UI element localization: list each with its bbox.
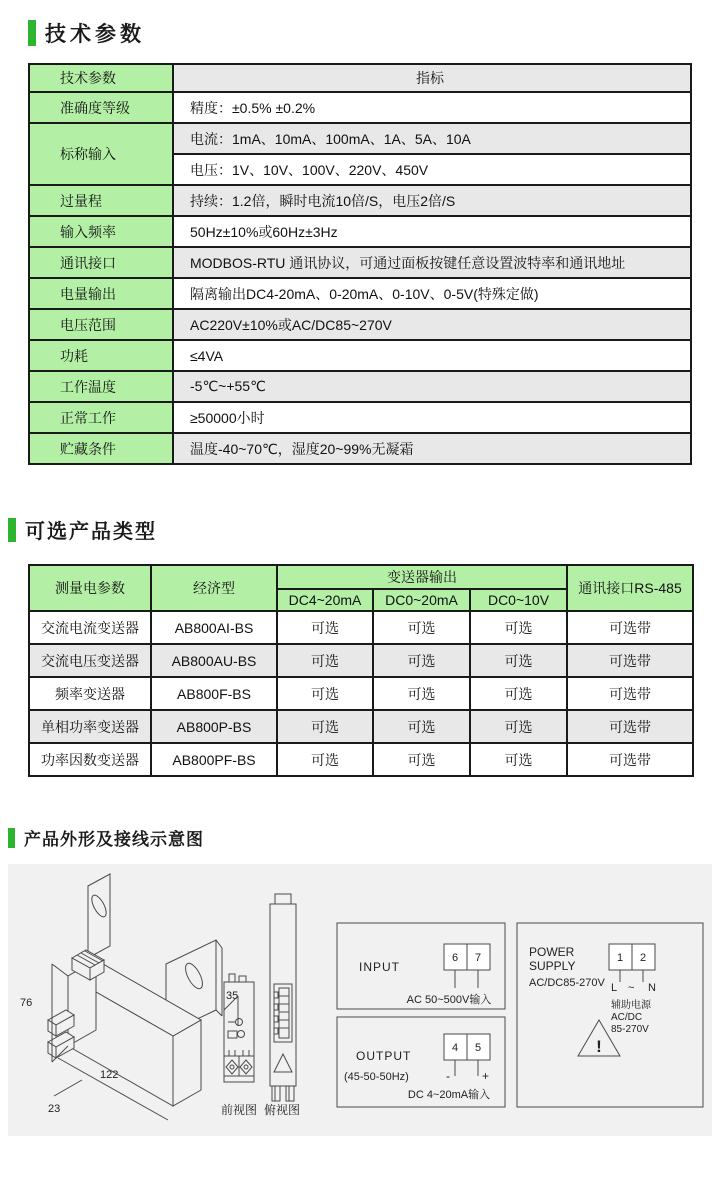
output-terminal-5: 5 <box>474 1042 482 1054</box>
spec-header-row <box>29 64 691 92</box>
power-aux-line2: AC/DC <box>611 1012 643 1023</box>
product-row <box>29 743 693 776</box>
spec-label: 贮藏条件 <box>29 433 173 464</box>
power-label-n: N <box>648 982 656 994</box>
product-option: 可选 <box>470 644 567 677</box>
col-header-measured-param: 测量电参数 <box>29 565 151 611</box>
product-model: AB800PF-BS <box>151 743 277 776</box>
product-comm-option: 可选带 <box>567 611 693 644</box>
input-terminal-6: 6 <box>451 952 459 964</box>
spec-label: 电量输出 <box>29 278 173 309</box>
spec-row-work-temp <box>29 371 691 402</box>
col-header-comm-rs485: 通讯接口RS-485 <box>567 565 693 611</box>
spec-label: 过量程 <box>29 185 173 216</box>
power-title-line1: POWER <box>529 945 575 959</box>
spec-header-value: 指标 <box>173 64 691 92</box>
spec-row-storage <box>29 433 691 464</box>
product-name: 交流电压变送器 <box>29 644 151 677</box>
product-name: 交流电流变送器 <box>29 611 151 644</box>
green-accent-bar <box>8 518 16 542</box>
power-title-line2: SUPPLY <box>529 959 576 973</box>
spec-table <box>28 63 692 465</box>
product-comm-option: 可选带 <box>567 677 693 710</box>
output-title: OUTPUT <box>356 1049 412 1063</box>
section-title-tech-params <box>28 18 720 48</box>
product-option: 可选 <box>373 677 470 710</box>
dim-height-label: 76 <box>20 997 33 1009</box>
spec-value: ≥50000小时 <box>173 402 691 433</box>
spec-label: 工作温度 <box>29 371 173 402</box>
product-row <box>29 611 693 644</box>
dim-rail-label: 35 <box>226 990 239 1002</box>
product-name: 单相功率变送器 <box>29 710 151 743</box>
product-comm-option: 可选带 <box>567 743 693 776</box>
product-model: AB800P-BS <box>151 710 277 743</box>
section-title-product-types <box>8 515 720 544</box>
spec-label: 准确度等级 <box>29 92 173 123</box>
product-header-row-1 <box>29 565 693 589</box>
product-option: 可选 <box>373 611 470 644</box>
spec-row-comm <box>29 247 691 278</box>
power-label-l: L <box>611 982 618 994</box>
product-option: 可选 <box>277 611 373 644</box>
spec-header-param: 技术参数 <box>29 64 173 92</box>
diagram-panel <box>8 864 712 1136</box>
top-view-label: 俯视图 <box>264 1103 301 1117</box>
section-title-text: 可选产品类型 <box>25 521 157 543</box>
product-option: 可选 <box>277 677 373 710</box>
output-caption: DC 4~20mA输入 <box>407 1089 491 1101</box>
col-header-economy: 经济型 <box>151 565 277 611</box>
product-option: 可选 <box>277 644 373 677</box>
spec-value: 50Hz±10%或60Hz±3Hz <box>173 216 691 247</box>
power-title-line3: AC/DC85-270V <box>529 977 605 989</box>
green-accent-bar <box>8 828 15 848</box>
product-option: 可选 <box>470 677 567 710</box>
spec-label: 输入频率 <box>29 216 173 247</box>
dim-width-label: 23 <box>48 1103 61 1115</box>
spec-value: 持续：1.2倍，瞬时电流10倍/S，电压2倍/S <box>173 185 691 216</box>
product-option: 可选 <box>277 743 373 776</box>
spec-value: 温度-40~70℃，湿度20~99%无凝霜 <box>173 433 691 464</box>
spec-value: MODBOS-RTU 通讯协议，可通过面板按键任意设置波特率和通讯地址 <box>173 247 691 278</box>
spec-row-electric-output <box>29 278 691 309</box>
product-model: AB800AI-BS <box>151 611 277 644</box>
col-header-transmitter-output: 变送器输出 <box>277 565 567 589</box>
product-row <box>29 644 693 677</box>
product-option: 可选 <box>470 743 567 776</box>
input-terminal-7: 7 <box>474 952 482 964</box>
power-aux-line3: 85-270V <box>611 1024 649 1035</box>
product-option: 可选 <box>470 611 567 644</box>
product-name: 功率因数变送器 <box>29 743 151 776</box>
power-label-tilde: ~ <box>628 982 635 994</box>
isometric-device-drawing <box>48 874 222 1120</box>
product-name: 频率变送器 <box>29 677 151 710</box>
warning-exclamation: ! <box>596 1037 602 1056</box>
product-option: 可选 <box>277 710 373 743</box>
product-model: AB800F-BS <box>151 677 277 710</box>
spec-label: 标称输入 <box>29 123 173 185</box>
top-view-drawing <box>270 894 296 1101</box>
output-terminal-4: 4 <box>451 1042 459 1054</box>
green-accent-bar <box>28 20 36 46</box>
spec-value: ≤4VA <box>173 340 691 371</box>
product-option: 可选 <box>373 743 470 776</box>
product-comm-option: 可选带 <box>567 710 693 743</box>
spec-row-frequency <box>29 216 691 247</box>
spec-label: 正常工作 <box>29 402 173 433</box>
product-comm-option: 可选带 <box>567 644 693 677</box>
product-types-table <box>28 564 694 777</box>
product-option: 可选 <box>470 710 567 743</box>
col-subheader-dc0-10v: DC0~10V <box>470 589 567 611</box>
spec-row-overrange <box>29 185 691 216</box>
product-model: AB800AU-BS <box>151 644 277 677</box>
product-row <box>29 677 693 710</box>
spec-value: 精度：±0.5% ±0.2% <box>173 92 691 123</box>
output-minus-sign: - <box>446 1069 450 1083</box>
section-title-text: 产品外形及接线示意图 <box>24 830 204 849</box>
col-subheader-dc4-20ma: DC4~20mA <box>277 589 373 611</box>
power-terminal-2: 2 <box>639 952 647 964</box>
spec-row-nominal-current <box>29 123 691 154</box>
power-aux-line1: 辅助电源 <box>611 1000 651 1011</box>
spec-value: 隔离输出DC4-20mA、0-20mA、0-10V、0-5V(特殊定做) <box>173 278 691 309</box>
section-title-diagram <box>8 825 720 850</box>
spec-row-voltage-range <box>29 309 691 340</box>
spec-row-accuracy <box>29 92 691 123</box>
spec-label: 功耗 <box>29 340 173 371</box>
product-row <box>29 710 693 743</box>
spec-row-power-consumption <box>29 340 691 371</box>
spec-value: 电流：1mA、10mA、100mA、1A、5A、10A <box>173 123 691 154</box>
output-plus-sign: + <box>482 1069 490 1083</box>
spec-row-work-life <box>29 402 691 433</box>
spec-label: 电压范围 <box>29 309 173 340</box>
wiring-diagram-svg <box>8 864 712 1136</box>
spec-value: 电压：1V、10V、100V、220V、450V <box>173 154 691 185</box>
input-title: INPUT <box>359 960 400 974</box>
spec-value: AC220V±10%或AC/DC85~270V <box>173 309 691 340</box>
product-option: 可选 <box>373 710 470 743</box>
spec-value: -5℃~+55℃ <box>173 371 691 402</box>
input-caption: AC 50~500V输入 <box>406 994 492 1006</box>
section-title-text: 技术参数 <box>45 23 145 46</box>
power-terminal-1: 1 <box>616 952 624 964</box>
spec-label: 通讯接口 <box>29 247 173 278</box>
dim-length-label: 122 <box>100 1069 119 1081</box>
product-option: 可选 <box>373 644 470 677</box>
output-subtitle: (45-50-50Hz) <box>344 1071 409 1083</box>
col-subheader-dc0-20ma: DC0~20mA <box>373 589 470 611</box>
front-view-label: 前视图 <box>221 1103 258 1117</box>
